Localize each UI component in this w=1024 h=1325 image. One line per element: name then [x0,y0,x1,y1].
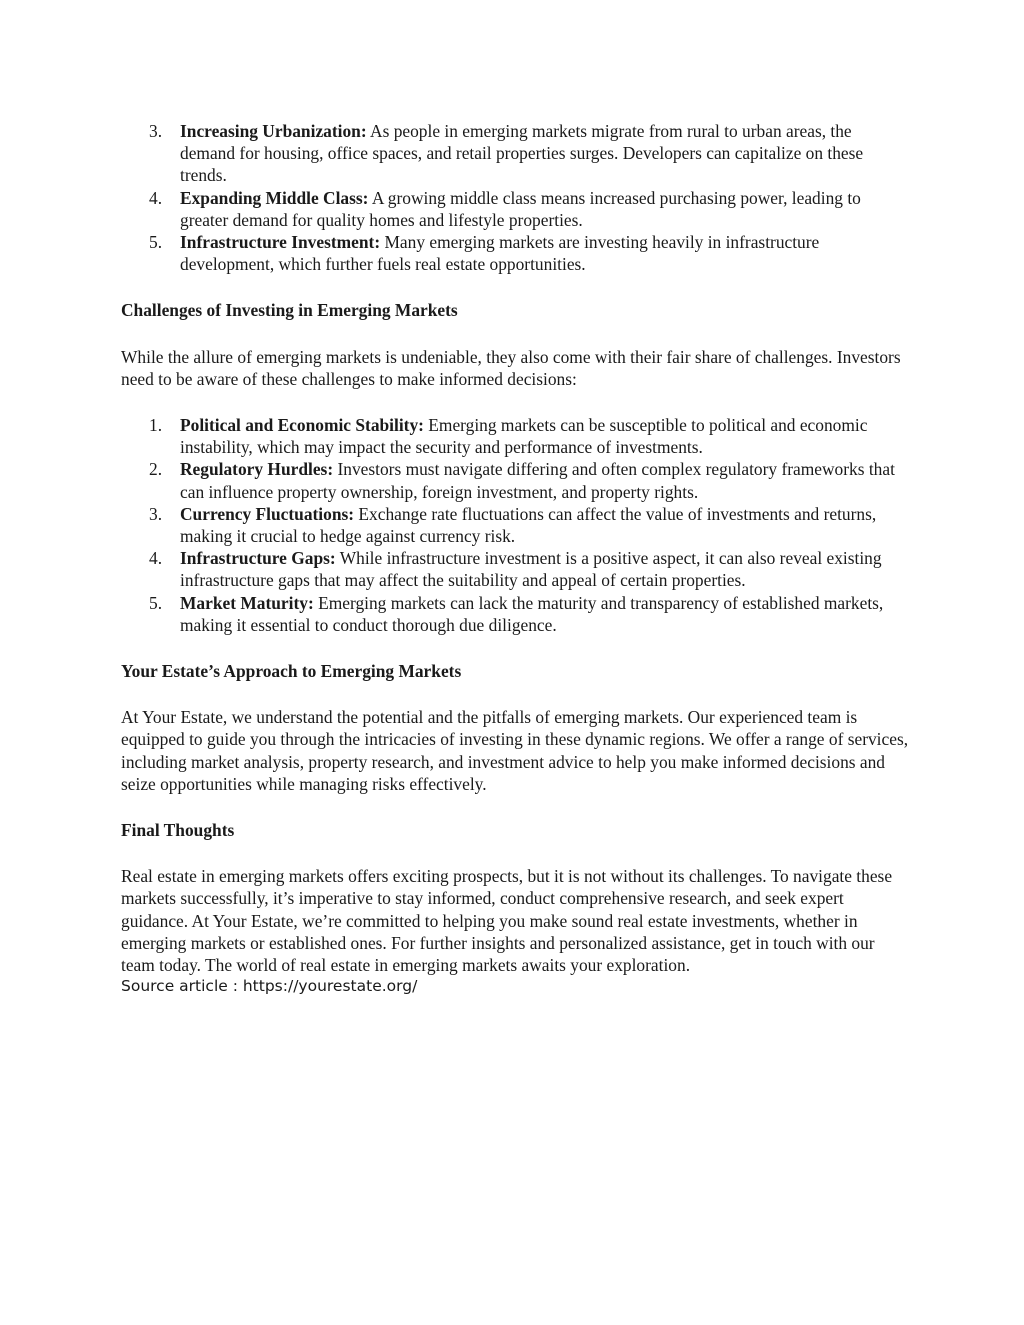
list-item [121,503,911,547]
list-item-title: Expanding Middle Class: [180,187,369,208]
list-number: 2. [149,459,163,480]
list-number: 4. [149,187,163,208]
list-item-text: Exchange rate fluctuations can affect the value of investments and returns, making it crucial to hedge against currency risk. [180,503,877,547]
list-item-text: A growing middle class means increased purchasing power, leading to greater demand for quality homes and lifestyle properties. [180,187,861,230]
list-item-title: Infrastructure Investment: [180,232,381,253]
list-item-text: Emerging markets can be susceptible to political and economic instability, which may impact the security and performance of investments. [180,415,868,458]
list-item [121,547,911,591]
list-item-text: While infrastructure investment is a positive aspect, it can also reveal existing infrastructure gaps that may affect the suitability and appeal of certain properties. [180,548,882,591]
approach-heading: Your Estate’s Approach to Emerging Markets [121,661,462,682]
opportunities-list-continued [121,120,911,275]
list-number: 1. [149,415,163,436]
list-item-title: Infrastructure Gaps: [180,548,336,569]
challenges-heading: Challenges of Investing in Emerging Markets [121,300,458,321]
list-item [121,120,911,187]
list-item-text: Emerging markets can lack the maturity and transparency of established markets, making it essential to conduct thorough due diligence. [180,592,884,635]
list-item-text: As people in emerging markets migrate from rural to urban areas, the demand for housing, office spaces, and retail properties surges. Developers can capitalize on these trends. [180,121,864,186]
list-item [121,592,911,636]
list-item-title: Currency Fluctuations: [180,503,355,524]
list-number: 3. [149,121,163,141]
challenges-intro: While the allure of emerging markets is undeniable, they also come with their fair share of challenges. Investors need to be aware of these challenges to make informed decisions: [121,346,901,389]
list-item-title: Market Maturity: [180,592,314,613]
list-item-text: Investors must navigate differing and often complex regulatory frameworks that can influence property ownership, foreign investment, and property rights. [180,459,895,502]
list-item-title: Political and Economic Stability: [180,415,424,436]
source-article-line: Source article : https://yourestate.org/ [121,977,418,996]
list-number: 4. [149,548,163,569]
list-item [121,187,911,231]
list-item-title: Increasing Urbanization: [180,121,367,141]
list-number: 3. [149,503,163,524]
final-thoughts-body: Real estate in emerging markets offers exciting prospects, but it is not without its challenges. To navigate these markets successfully, it’s imperative to stay informed, conduct comprehensive research, and seek expert guidance. At Your Estate, we’re committed to helping you make sound real estate investments, whether in emerging markets or established ones. For further insights and personalized assistance, get in touch with our team today. The world of real estate in emerging markets awaits your exploration. [121,866,893,976]
list-item [121,231,911,275]
final-thoughts-heading: Final Thoughts [121,820,235,841]
list-item [121,414,911,458]
document-page [121,120,911,996]
list-item-title: Regulatory Hurdles: [180,459,334,480]
list-item-text: Many emerging markets are investing heavily in infrastructure development, which further fuels real estate opportunities. [180,232,820,275]
list-number: 5. [149,592,163,613]
list-number: 5. [149,232,163,253]
approach-body: At Your Estate, we understand the potential and the pitfalls of emerging markets. Our experienced team is equipped to guide you through the intricacies of investing in these dynamic regions. We offer a range of services, including market analysis, property research, and investment advice to help you make informed decisions and seize opportunities while managing risks effectively. [121,707,909,794]
challenges-list [121,414,911,636]
list-item [121,458,911,502]
